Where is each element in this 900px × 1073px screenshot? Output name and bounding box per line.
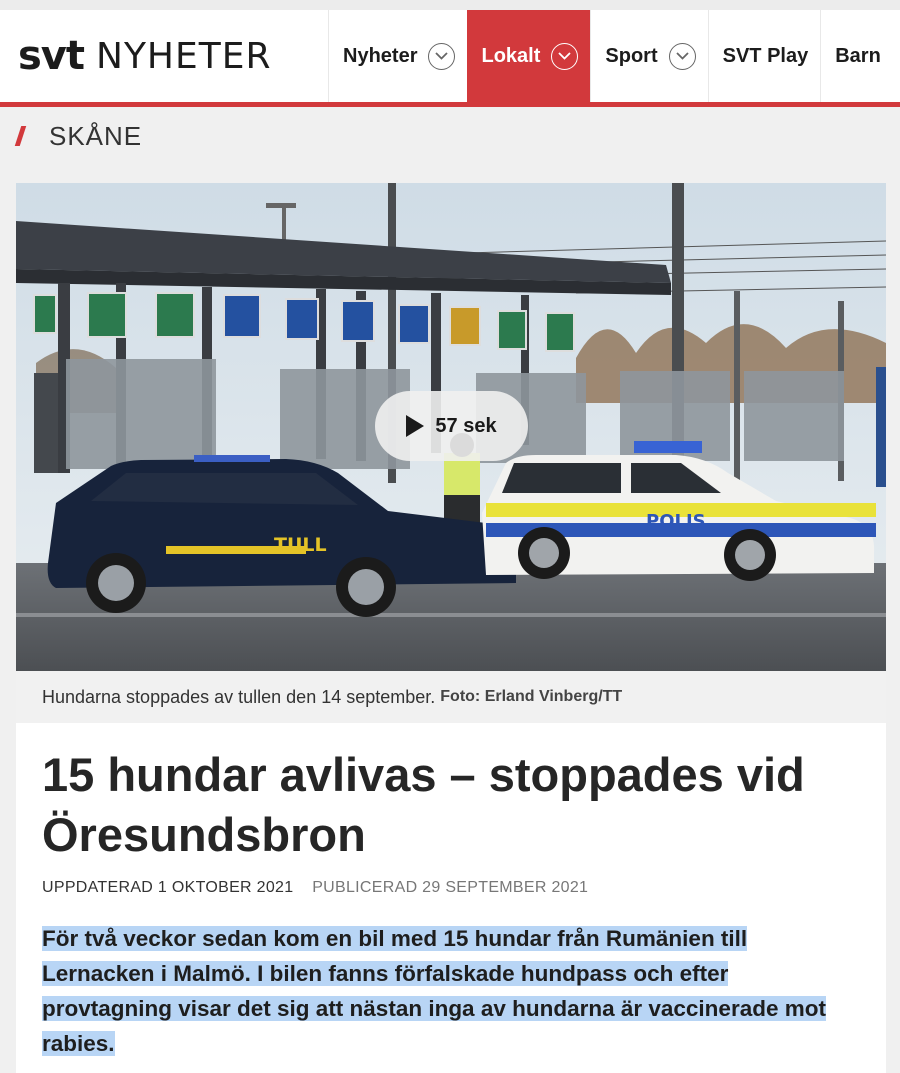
article-headline: 15 hundar avlivas – stoppades vid Öresundsbron	[42, 748, 805, 861]
video-duration: 57 sek	[435, 414, 497, 437]
nav-item-svt-play[interactable]	[708, 10, 821, 102]
logo-nyheter: NYHETER	[96, 35, 272, 77]
article-dates	[16, 865, 886, 897]
section-bar	[0, 107, 900, 165]
main-nav	[328, 10, 893, 102]
polis-text: POLIS	[646, 511, 706, 532]
video-thumbnail[interactable]	[16, 183, 886, 671]
logo-svt: svt	[18, 33, 85, 79]
site-header	[0, 10, 900, 102]
nav-label: SVT Play	[722, 44, 809, 67]
published-date: PUBLICERAD 29 SEPTEMBER 2021	[312, 879, 589, 896]
chevron-down-icon[interactable]	[669, 43, 696, 70]
chevron-down-icon[interactable]	[428, 43, 455, 70]
chevron-down-icon[interactable]	[551, 43, 578, 70]
video-play-button[interactable]	[375, 391, 528, 461]
article-card	[16, 183, 886, 1073]
nav-label: Nyheter	[343, 44, 418, 67]
section-name[interactable]: SKÅNE	[49, 120, 143, 151]
photo-credit: Foto: Erland Vinberg/TT	[440, 688, 623, 705]
nav-label: Barn	[835, 44, 881, 67]
nav-label: Lokalt	[481, 44, 541, 67]
nav-label: Sport	[605, 44, 658, 67]
caption-text: Hundarna stoppades av tullen den 14 september.	[42, 686, 436, 707]
article-lead	[16, 897, 886, 1061]
tull-text: TULL	[274, 534, 327, 556]
top-strip	[0, 0, 900, 10]
nav-item-barn[interactable]	[820, 10, 893, 102]
nav-item-nyheter[interactable]	[328, 10, 467, 102]
nav-item-lokalt[interactable]	[467, 10, 590, 102]
play-icon	[406, 415, 424, 437]
section-slash-icon	[15, 126, 26, 146]
nav-item-sport[interactable]	[590, 10, 707, 102]
updated-date: UPPDATERAD 1 OKTOBER 2021	[42, 879, 294, 896]
svt-nyheter-logo[interactable]	[0, 10, 328, 102]
photo-caption	[16, 671, 886, 723]
lead-text-highlighted: För två veckor sedan kom en bil med 15 hundar från Rumänien till Lernacken i Malmö. I bilen fanns förfalskade hundpass och efter provtagning visar det sig att nästan inga av hundarna är vaccinerade mot rabies.	[42, 926, 826, 1056]
